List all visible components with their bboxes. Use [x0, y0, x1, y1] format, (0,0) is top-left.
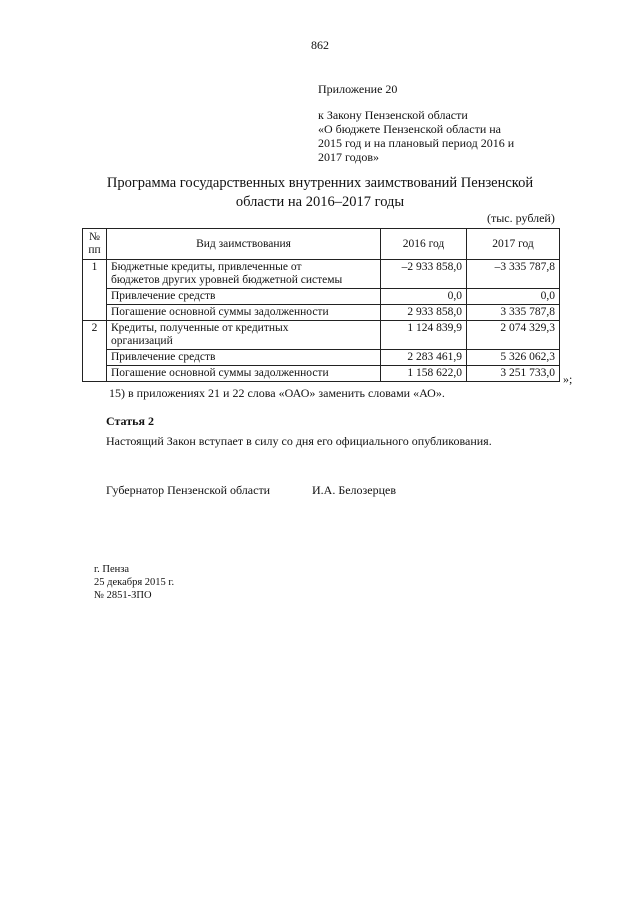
value-2017: 3 251 733,0 [467, 366, 560, 382]
document-title [70, 174, 570, 212]
header-borrowing-type: Вид заимствования [107, 229, 381, 260]
value-2016: 2 933 858,0 [381, 305, 467, 321]
row-number: 2 [83, 321, 107, 382]
header-number-abbr: пп [88, 244, 101, 256]
borrowing-type-cell [107, 260, 381, 289]
header-2016: 2016 год [381, 229, 467, 260]
annex-law-line: 2015 год и на плановый период 2016 и [318, 136, 515, 150]
annex-title: Приложение 20 [318, 82, 398, 96]
value-2016: 1 124 839,9 [381, 321, 467, 350]
annex-law-line: к Закону Пензенской области [318, 108, 468, 122]
table-row [83, 321, 560, 350]
governor-title: Губернатор Пензенской области [106, 483, 271, 497]
table-header-row [83, 229, 560, 260]
value-2017: 3 335 787,8 [467, 305, 560, 321]
table-row [83, 366, 560, 382]
value-2016: –2 933 858,0 [381, 260, 467, 289]
page-number: 862 [311, 38, 329, 52]
borrowing-type-cell: Погашение основной суммы задолженности [107, 305, 381, 321]
annex-law-reference [318, 108, 548, 164]
borrowing-type-cell: Погашение основной суммы задолженности [107, 366, 381, 382]
article-text: Настоящий Закон вступает в силу со дня его официального опубликования. [106, 434, 492, 448]
value-2017: 2 074 329,3 [467, 321, 560, 350]
borrowing-program-table [82, 228, 560, 382]
annex-law-line: «О бюджете Пензенской области на [318, 122, 501, 136]
table-row [83, 350, 560, 366]
value-2016: 1 158 622,0 [381, 366, 467, 382]
document-title-line: области на 2016–2017 годы [235, 194, 405, 210]
closing-quote: »; [563, 372, 573, 386]
row-number: 1 [83, 260, 107, 321]
value-2017: 0,0 [467, 289, 560, 305]
governor-name: И.А. Белозерцев [312, 483, 397, 497]
header-number-symbol: № [89, 231, 100, 243]
borrowing-type-cell: Привлечение средств [107, 350, 381, 366]
annex-law-line: 2017 годов» [318, 150, 380, 164]
table-row [83, 260, 560, 289]
cell-line: организаций [111, 335, 173, 347]
value-2017: 5 326 062,3 [467, 350, 560, 366]
article-heading: Статья 2 [106, 414, 154, 428]
footer-law-number: № 2851-ЗПО [94, 590, 152, 601]
cell-line: бюджетов других уровней бюджетной системы [111, 274, 343, 286]
header-2017: 2017 год [467, 229, 560, 260]
borrowing-type-cell: Привлечение средств [107, 289, 381, 305]
cell-line: Кредиты, полученные от кредитных [111, 322, 289, 334]
footer-city: г. Пенза [94, 564, 130, 575]
value-2016: 2 283 461,9 [381, 350, 467, 366]
footer-date: 25 декабря 2015 г. [94, 577, 175, 588]
value-2016: 0,0 [381, 289, 467, 305]
unit-note: (тыс. рублей) [487, 211, 555, 225]
cell-line: Бюджетные кредиты, привлеченные от [111, 261, 302, 273]
document-title-line: Программа государственных внутренних заимствований Пензенской [106, 175, 534, 191]
table-row [83, 289, 560, 305]
value-2017: –3 335 787,8 [467, 260, 560, 289]
header-number [83, 229, 107, 260]
amendment-item-15: 15) в приложениях 21 и 22 слова «ОАО» заменить словами «АО». [109, 386, 445, 400]
borrowing-type-cell [107, 321, 381, 350]
table-row [83, 305, 560, 321]
